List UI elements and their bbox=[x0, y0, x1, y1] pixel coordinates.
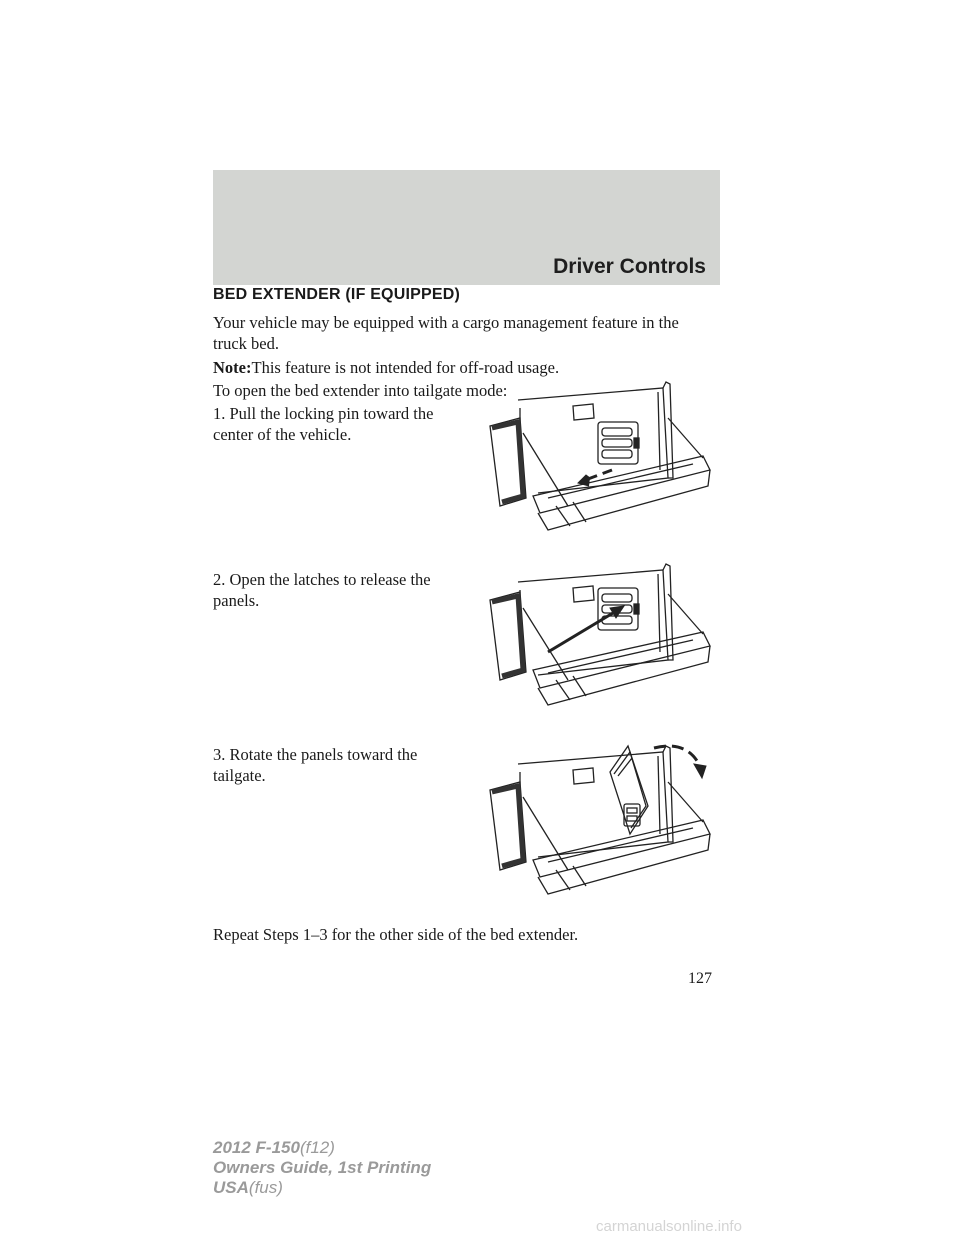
note-text: This feature is not intended for off-road usage. bbox=[251, 358, 560, 377]
section-heading: BED EXTENDER (IF EQUIPPED) bbox=[213, 286, 461, 303]
footer-model-code: (f12) bbox=[299, 1138, 335, 1157]
step-3-illustration bbox=[478, 742, 718, 902]
footer-market-code: (fus) bbox=[248, 1178, 283, 1197]
lead-paragraph: To open the bed extender into tailgate mode: bbox=[213, 381, 508, 400]
page-number: 127 bbox=[688, 970, 712, 987]
watermark: carmanualsonline.info bbox=[596, 1218, 742, 1235]
step-1-illustration bbox=[478, 378, 718, 538]
step-1-text: 1. Pull the locking pin toward the center of the vehicle. bbox=[213, 404, 434, 444]
section-title: Driver Controls bbox=[553, 255, 706, 278]
header-band bbox=[213, 170, 720, 285]
note-paragraph bbox=[213, 357, 713, 378]
footer-model: 2012 F-150 bbox=[213, 1138, 300, 1157]
document-footer bbox=[213, 1138, 431, 1198]
footer-guide: Owners Guide, 1st Printing bbox=[213, 1158, 432, 1177]
repeat-instruction: Repeat Steps 1–3 for the other side of the bed extender. bbox=[213, 925, 579, 944]
footer-market: USA bbox=[213, 1178, 249, 1197]
step-3-text: 3. Rotate the panels toward the tailgate. bbox=[213, 745, 418, 785]
step-2-illustration bbox=[478, 560, 718, 720]
rotating-panels-icon bbox=[610, 746, 648, 834]
step-2-text: 2. Open the latches to release the panels. bbox=[213, 570, 431, 610]
arrow-down-curve-icon bbox=[694, 764, 706, 778]
note-label: Note: bbox=[213, 358, 252, 377]
storage-cartridge-icon bbox=[598, 422, 639, 464]
intro-paragraph: Your vehicle may be equipped with a cargo management feature in the truck bed. bbox=[213, 313, 679, 353]
